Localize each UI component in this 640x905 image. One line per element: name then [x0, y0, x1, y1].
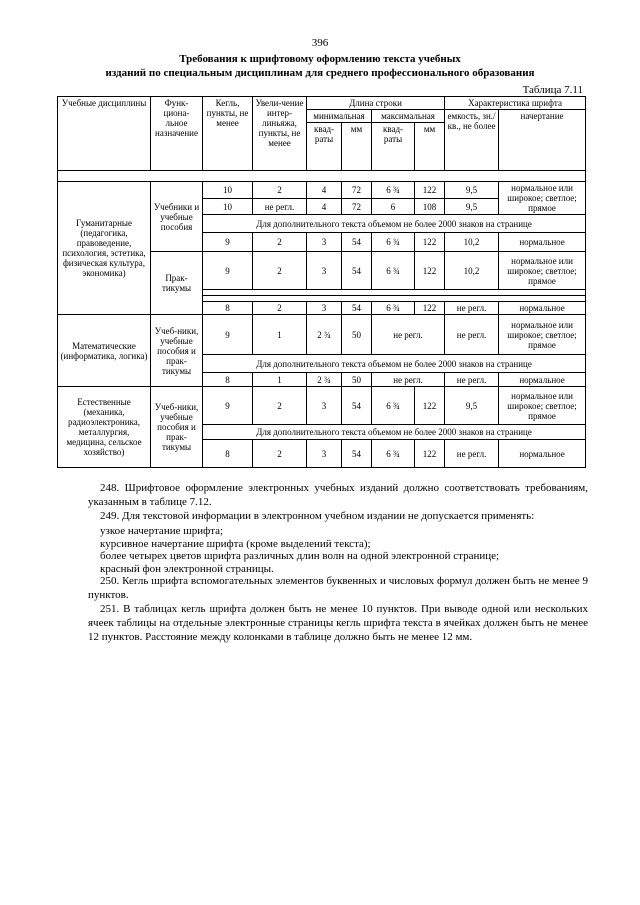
- header-max: максимальная: [372, 110, 445, 123]
- table-cell: 2: [253, 233, 307, 252]
- paragraph-251: 251. В таблицах кегль шрифта должен быть не менее 10 пунктов. При выводе одной или нескольких ячеек таблицы на отдельные электронные страницы кегль шрифта текста в ячейках должен быть не менее 12 пунктов. Расстояние между колонками в таблице должно быть не менее 12 мм.: [88, 603, 588, 643]
- paragraph-248: 248. Шрифтовое оформление электронных учебных изданий должно соответствовать требованиям, указанным в таблице 7.12.: [88, 482, 588, 508]
- table-cell: 9: [203, 233, 253, 252]
- table-cell: 50: [342, 315, 372, 355]
- g2-function: Учеб-ники, учебные пособия и прак-тикумы: [151, 315, 203, 387]
- table-cell: 54: [342, 387, 372, 425]
- table-cell: нормальное или широкое; светлое; прямое: [499, 252, 586, 290]
- table-cell: нормальное: [499, 440, 586, 468]
- table-cell: 2 ¾: [307, 315, 342, 355]
- header-quad-min: квад-раты: [307, 123, 342, 171]
- table-cell: 54: [342, 440, 372, 468]
- g1-function-b: Прак-тикумы: [151, 252, 203, 315]
- table-cell: 6 ¾: [372, 387, 415, 425]
- table-cell: 50: [342, 373, 372, 387]
- table-cell: 4: [307, 199, 342, 215]
- table-cell: 8: [203, 373, 253, 387]
- table-cell: 122: [415, 252, 445, 290]
- header-mm-min: мм: [342, 123, 372, 171]
- table-cell: 10,2: [445, 252, 499, 290]
- table-cell: 8: [203, 440, 253, 468]
- table-cell: не регл.: [372, 315, 445, 355]
- table-cell: 54: [342, 233, 372, 252]
- table-cell: нормальное или широкое; светлое; прямое: [499, 387, 586, 425]
- table-label: Таблица 7.11: [522, 84, 583, 96]
- table-cell: 2: [253, 302, 307, 315]
- table-cell: нормальное или широкое; светлое; прямое: [499, 182, 586, 215]
- table-cell: 10,2: [445, 233, 499, 252]
- table-cell: 3: [307, 440, 342, 468]
- table-cell: 3: [307, 233, 342, 252]
- list-item: курсивное начертание шрифта (кроме выделений текста);: [100, 538, 371, 550]
- table-cell: не регл.: [372, 373, 445, 387]
- g1-discipline: Гуманитарные (педагогика, правоведение, психология, эстетика, физическая культура, экономика): [58, 182, 151, 315]
- header-mm-max: мм: [415, 123, 445, 171]
- table-cell: 6 ¾: [372, 440, 415, 468]
- table-cell: нормальное: [499, 373, 586, 387]
- table-cell: 9,5: [445, 387, 499, 425]
- title-line-1: Требования к шрифтовому оформлению текста учебных: [179, 53, 461, 65]
- table-cell: 122: [415, 302, 445, 315]
- title-line-2: изданий по специальным дисциплинам для среднего профессионального образования: [105, 67, 535, 79]
- paragraph-249: 249. Для текстовой информации в электронном учебном издании не допускается применять:: [100, 510, 535, 522]
- table-cell: 6: [372, 199, 415, 215]
- table-cell: не регл.: [445, 440, 499, 468]
- table-cell: 10: [203, 182, 253, 199]
- g1-function-a: Учебники и учебные пособия: [151, 182, 203, 252]
- table-cell: нормальное или широкое; светлое; прямое: [499, 315, 586, 355]
- header-quad-max: квад-раты: [372, 123, 415, 171]
- g2-discipline: Математические (информатика, логика): [58, 315, 151, 387]
- table-cell: 122: [415, 233, 445, 252]
- table-cell: не регл.: [253, 199, 307, 215]
- table-cell: 2: [253, 182, 307, 199]
- table-cell: 6 ¾: [372, 252, 415, 290]
- table-cell: 108: [415, 199, 445, 215]
- header-line-length: Длина строки: [307, 97, 445, 110]
- header-style: начертание: [499, 110, 586, 171]
- g1-note: Для дополнительного текста объемом не более 2000 знаков на странице: [203, 215, 586, 233]
- spacer-row: [58, 171, 586, 182]
- header-min: минимальная: [307, 110, 372, 123]
- header-function: Функ-циона-льное назначение: [151, 97, 203, 171]
- table-cell: 6 ¾: [372, 233, 415, 252]
- header-spacing: Увели-чение интер-линьяжа, пункты, не менее: [253, 97, 307, 171]
- table-cell: 72: [342, 199, 372, 215]
- table-cell: 8: [203, 302, 253, 315]
- table-cell: 72: [342, 182, 372, 199]
- table-cell: 3: [307, 302, 342, 315]
- header-discipline: Учебные дисциплины: [58, 97, 151, 171]
- g3-function: Учеб-ники, учебные пособия и прак-тикумы: [151, 387, 203, 468]
- table-cell: 10: [203, 199, 253, 215]
- list-item: узкое начертание шрифта;: [100, 525, 224, 537]
- table-cell: 6 ¾: [372, 182, 415, 199]
- header-kegl: Кегль, пункты, не менее: [203, 97, 253, 171]
- table-cell: 2: [253, 440, 307, 468]
- table-cell: не регл.: [445, 315, 499, 355]
- table-cell: нормальное: [499, 233, 586, 252]
- table-cell: не регл.: [445, 373, 499, 387]
- g2-note: Для дополнительного текста объемом не более 2000 знаков на странице: [203, 355, 586, 373]
- table-cell: 2: [253, 252, 307, 290]
- table-cell: 9: [203, 252, 253, 290]
- table-cell: 6 ¾: [372, 302, 415, 315]
- table-cell: 9,5: [445, 199, 499, 215]
- table-cell: нормальное: [499, 302, 586, 315]
- table-cell: 2: [253, 387, 307, 425]
- table-cell: 9: [203, 315, 253, 355]
- table-cell: 1: [253, 315, 307, 355]
- list-item: красный фон электронной страницы.: [100, 563, 274, 575]
- table-cell: 122: [415, 182, 445, 199]
- table-cell: 4: [307, 182, 342, 199]
- list-item: более четырех цветов шрифта различных длин волн на одной электронной странице;: [100, 550, 500, 562]
- table-cell: 2 ¾: [307, 373, 342, 387]
- g3-discipline: Естественные (механика, радиоэлектроника, металлургия, медицина, сельское хозяйство): [58, 387, 151, 468]
- table-cell: не регл.: [445, 302, 499, 315]
- table-cell: 3: [307, 387, 342, 425]
- header-capacity: емкость, зн./кв., не более: [445, 110, 499, 171]
- page-number: 396: [311, 37, 329, 49]
- table-cell: 54: [342, 302, 372, 315]
- table-cell: 1: [253, 373, 307, 387]
- requirements-table: [57, 96, 586, 468]
- table-cell: 3: [307, 252, 342, 290]
- paragraph-250: 250. Кегль шрифта вспомогательных элементов буквенных и числовых формул должен быть не менее 9 пунктов.: [88, 575, 588, 601]
- g3-note: Для дополнительного текста объемом не более 2000 знаков на странице: [203, 425, 586, 440]
- page-title: [60, 52, 580, 80]
- table-cell: 9: [203, 387, 253, 425]
- table-cell: 122: [415, 440, 445, 468]
- header-font-char: Характеристика шрифта: [445, 97, 586, 110]
- table-cell: 122: [415, 387, 445, 425]
- table-cell: 9,5: [445, 182, 499, 199]
- table-cell: 54: [342, 252, 372, 290]
